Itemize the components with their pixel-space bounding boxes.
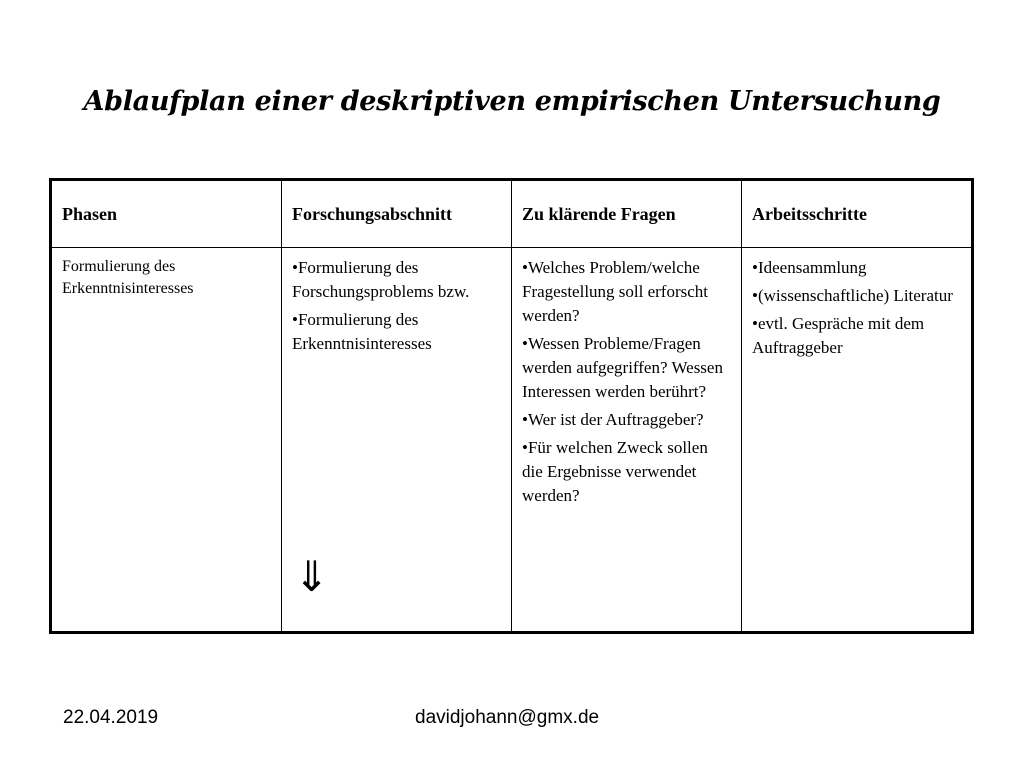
list-item: • Formulierung des Erkenntnisinteresses: [292, 308, 501, 356]
list-item: • Welches Problem/welche Fragestellung soll erforscht werden?: [522, 256, 731, 328]
process-plan-table: [49, 178, 974, 634]
list-item: • Wessen Probleme/Fragen werden aufgegriffen? Wessen Interessen werden berührt?: [522, 332, 731, 404]
forschungsabschnitt-list: [292, 256, 501, 356]
footer-email: davidjohann@gmx.de: [415, 707, 600, 728]
list-item: • Wer ist der Auftraggeber?: [522, 408, 731, 432]
table-row: [51, 248, 973, 633]
fragen-list: [522, 256, 731, 508]
phase-text: Formulierung des Erkenntnisinteresses: [62, 258, 194, 297]
cell-phase: [51, 248, 282, 633]
header-fragen: Zu klärende Fragen: [512, 180, 742, 248]
footer-date: 22.04.2019: [63, 707, 159, 728]
cell-fragen: [512, 248, 742, 633]
header-forschungsabschnitt: Forschungsabschnitt: [282, 180, 512, 248]
list-item: • Ideensammlung: [752, 256, 961, 280]
list-item: • Formulierung des Forschungsproblems bzw.: [292, 256, 501, 304]
table-header-row: [51, 180, 973, 248]
slide-title: Ablaufplan einer deskriptiven empirischen Untersuchung: [83, 86, 941, 117]
cell-arbeitsschritte: [742, 248, 973, 633]
header-arbeitsschritte: Arbeitsschritte: [742, 180, 973, 248]
down-arrow-icon: ⇓: [294, 552, 330, 601]
arbeitsschritte-list: [752, 256, 961, 360]
list-item: • (wissenschaftliche) Literatur: [752, 284, 961, 308]
list-item: • evtl. Gespräche mit dem Auftraggeber: [752, 312, 961, 360]
header-phasen: Phasen: [51, 180, 282, 248]
list-item: • Für welchen Zweck sollen die Ergebnisse verwendet werden?: [522, 436, 731, 508]
